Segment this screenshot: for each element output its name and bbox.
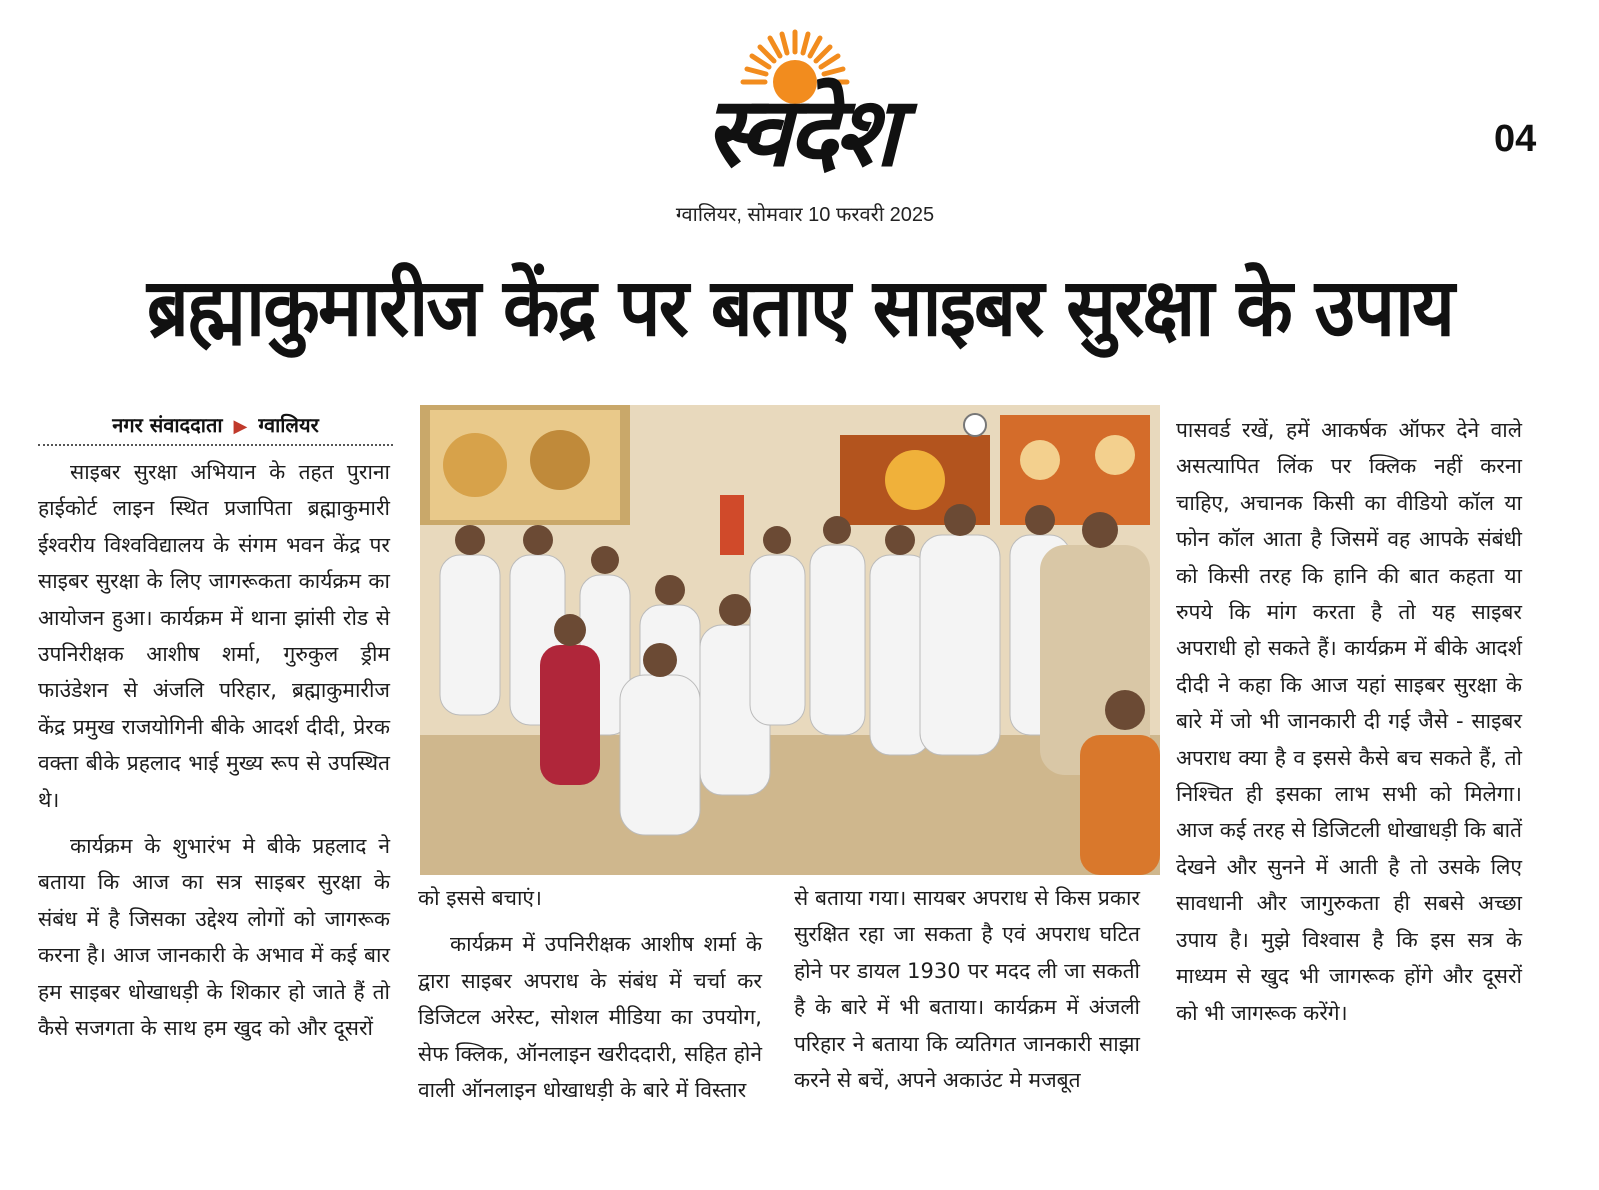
byline [38, 410, 393, 446]
article-paragraph: पासवर्ड रखें, हमें आकर्षक ऑफर देने वाले असत्यापित लिंक पर क्लिक नहीं करना चाहिए, अचानक किसी का वीडियो कॉल या फोन कॉल आता है जिसमें वह आपके संबंधी को किसी तरह कि हानि की बात कहता या रुपये कि मांग करता है तो यह साइबर अपराधी हो सकते हैं। कार्यक्रम में बीके आदर्श दीदी ने कहा कि आज यहां साइबर सुरक्षा के बारे में जो भी जानकारी दी गई जैसे - साइबर अपराध क्या है व इससे कैसे बच सकते हैं, तो निश्चित ही इसका लाभ सभी को मिलेगा। आज कई तरह से डिजिटली धोखाधड़ी कि बातें देखने और सुनने में आती है तो उसके लिए सावधानी और जागुरुकता ही सबसे अच्छा उपाय है। मुझे विश्वास है कि इस सत्र के माध्यम से खुद भी जागरूक होंगे और दूसरों को भी जागरूक करेंगे। [1176, 418, 1522, 1025]
page-number: 04 [1494, 118, 1537, 160]
masthead-logo: स्वदेश [704, 76, 896, 188]
article-column-2 [418, 880, 762, 1108]
article-column-1 [38, 454, 390, 1047]
headline: ब्रह्माकुमारीज केंद्र पर बताए साइबर सुरक्षा के उपाय [146, 261, 1454, 354]
article-paragraph: साइबर सुरक्षा अभियान के तहत पुराना हाईकोर्ट लाइन स्थित प्रजापिता ब्रह्माकुमारी ईश्वरीय विश्वविद्यालय के संगम भवन केंद्र पर साइबर सुरक्षा के लिए जागरूकता कार्यक्रम का आयोजन हुआ। कार्यक्रम में थाना झांसी रोड से उपनिरीक्षक आशीष शर्मा, गुरुकुल ड्रीम फाउंडेशन से अंजलि परिहार, ब्रह्माकुमारीज केंद्र प्रमुख राजयोगिनी बीके आदर्श दीदी, प्रेरक वक्ता बीके प्रहलाद भाई मुख्य रूप से उपस्थित थे। [38, 460, 390, 812]
byline-reporter: नगर संवाददाता [112, 413, 223, 437]
article-paragraph: कार्यक्रम में उपनिरीक्षक आशीष शर्मा के द्वारा साइबर अपराध के संबंध में चर्चा कर डिजिटल अरेस्ट, सोशल मीडिया का उपयोग, सेफ क्लिक, ऑनलाइन खरीददारी, सहित होने वाली ऑनलाइन धोखाधड़ी के बारे में विस्तार [418, 932, 762, 1103]
article-column-4 [1176, 412, 1522, 1031]
article-paragraph: से बताया गया। सायबर अपराध से किस प्रकार सुरक्षित रहा जा सकता है एवं अपराध घटित होने पर डायल 1930 पर मदद ली जा सकती है के बारे में भी बताया। कार्यक्रम में अंजली परिहार ने बताया कि व्यतिगत जानकारी साझा करने से बचें, अपने अकाउंट मे मजबूत [794, 886, 1140, 1093]
article-column-3 [794, 880, 1140, 1098]
event-photo [420, 405, 1160, 875]
byline-city: ग्वालियर [258, 413, 319, 437]
masthead [590, 20, 1010, 200]
dateline: ग्वालियर, सोमवार 10 फरवरी 2025 [675, 204, 935, 226]
play-arrow-icon: ▶ [233, 416, 248, 437]
article-paragraph: कार्यक्रम के शुभारंभ मे बीके प्रहलाद ने बताया कि आज का सत्र साइबर सुरक्षा के संबंध में है जिसका उद्देश्य लोगों को जागरूक करना है। आज जानकारी के अभाव में कई बार हम साइबर धोखाधड़ी के शिकार हो जाते हैं तो कैसे सजगता के साथ हम खुद को और दूसरों [38, 834, 390, 1041]
article-paragraph: को इससे बचाएं। [418, 886, 542, 910]
